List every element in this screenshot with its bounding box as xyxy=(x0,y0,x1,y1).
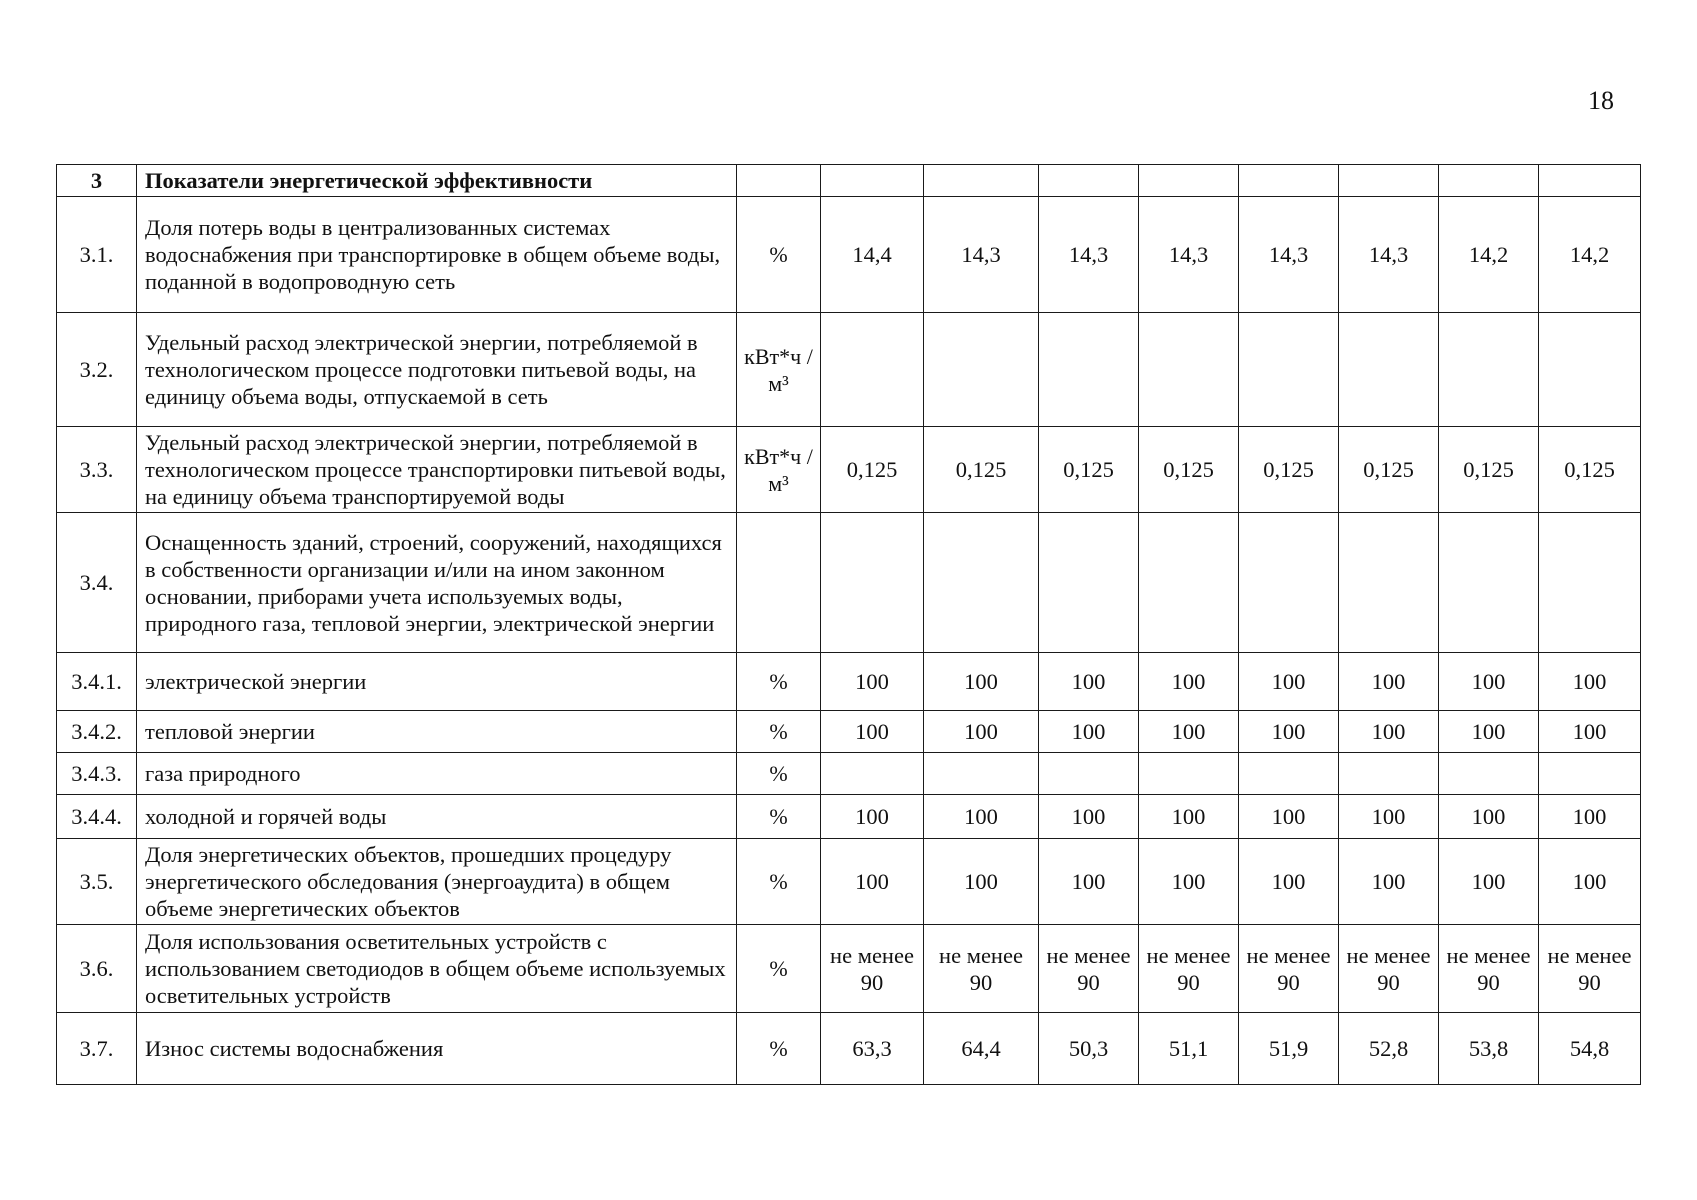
value-cell xyxy=(1039,313,1139,427)
row-unit: кВт*ч /м³ xyxy=(737,427,821,513)
value-cell: 100 xyxy=(1139,711,1239,753)
row-number: 3.4.2. xyxy=(57,711,137,753)
row-number: 3.4.3. xyxy=(57,753,137,795)
value-cell: 0,125 xyxy=(1239,427,1339,513)
table-row xyxy=(57,313,1641,427)
value-cell xyxy=(821,313,924,427)
row-number: 3.4. xyxy=(57,513,137,653)
row-unit: % xyxy=(737,795,821,839)
value-cell: 100 xyxy=(1039,795,1139,839)
value-cell xyxy=(821,513,924,653)
value-cell: 51,1 xyxy=(1139,1013,1239,1085)
value-cell xyxy=(821,753,924,795)
value-cell: 100 xyxy=(924,653,1039,711)
row-unit: % xyxy=(737,925,821,1013)
value-cell xyxy=(1139,313,1239,427)
value-cell xyxy=(924,313,1039,427)
row-description: холодной и горячей воды xyxy=(137,795,737,839)
value-cell: 14,3 xyxy=(1239,197,1339,313)
value-cell xyxy=(1339,753,1439,795)
row-number: 3.3. xyxy=(57,427,137,513)
value-cell: 0,125 xyxy=(821,427,924,513)
value-cell: 100 xyxy=(1539,653,1641,711)
row-number: 3.4.4. xyxy=(57,795,137,839)
empty-cell xyxy=(1239,165,1339,197)
value-cell: 64,4 xyxy=(924,1013,1039,1085)
value-cell: 100 xyxy=(821,711,924,753)
value-cell: 100 xyxy=(821,839,924,925)
value-cell: 0,125 xyxy=(1339,427,1439,513)
row-number: 3.2. xyxy=(57,313,137,427)
value-cell xyxy=(1539,313,1641,427)
value-cell: 100 xyxy=(924,711,1039,753)
row-description: Износ системы водоснабжения xyxy=(137,1013,737,1085)
value-cell: 14,3 xyxy=(924,197,1039,313)
value-cell: 100 xyxy=(1339,839,1439,925)
row-number: 3.5. xyxy=(57,839,137,925)
value-cell: 52,8 xyxy=(1339,1013,1439,1085)
value-cell: 0,125 xyxy=(924,427,1039,513)
value-cell: 100 xyxy=(1339,711,1439,753)
value-cell: 100 xyxy=(1139,795,1239,839)
row-unit: % xyxy=(737,753,821,795)
row-unit: кВт*ч /м³ xyxy=(737,313,821,427)
value-cell: 51,9 xyxy=(1239,1013,1339,1085)
row-description: Удельный расход электрической энергии, потребляемой в технологическом процессе подготовки питьевой воды, на единицу объема воды, отпускаемой в сеть xyxy=(137,313,737,427)
row-description: Оснащенность зданий, строений, сооружений, находящихся в собственности организации и/или на ином законном основании, приборами учета используемых воды, природного газа, тепловой энергии, электрической энергии xyxy=(137,513,737,653)
value-cell xyxy=(1539,513,1641,653)
value-cell: не менее 90 xyxy=(1339,925,1439,1013)
value-cell: не менее 90 xyxy=(924,925,1039,1013)
value-cell: 100 xyxy=(821,653,924,711)
value-cell: 100 xyxy=(1239,711,1339,753)
empty-cell xyxy=(1139,165,1239,197)
value-cell xyxy=(1139,753,1239,795)
value-cell xyxy=(1339,313,1439,427)
empty-cell xyxy=(821,165,924,197)
value-cell: 100 xyxy=(1039,653,1139,711)
value-cell: 100 xyxy=(1339,795,1439,839)
value-cell xyxy=(924,753,1039,795)
row-number: 3.6. xyxy=(57,925,137,1013)
empty-cell xyxy=(924,165,1039,197)
value-cell: 14,2 xyxy=(1539,197,1641,313)
row-description: газа природного xyxy=(137,753,737,795)
value-cell: 100 xyxy=(1439,653,1539,711)
value-cell: 100 xyxy=(1239,653,1339,711)
row-description: Доля использования осветительных устройств с использованием светодиодов в общем объеме используемых осветительных устройств xyxy=(137,925,737,1013)
row-unit: % xyxy=(737,711,821,753)
value-cell: 100 xyxy=(1439,711,1539,753)
row-description: Доля энергетических объектов, прошедших процедуру энергетического обследования (энергоаудита) в общем объеме энергетических объектов xyxy=(137,839,737,925)
value-cell: не менее 90 xyxy=(1539,925,1641,1013)
row-unit: % xyxy=(737,653,821,711)
value-cell xyxy=(1239,513,1339,653)
value-cell: 100 xyxy=(1039,839,1139,925)
table-row xyxy=(57,795,1641,839)
value-cell xyxy=(1139,513,1239,653)
row-description: электрической энергии xyxy=(137,653,737,711)
value-cell: не менее 90 xyxy=(1439,925,1539,1013)
page-number: 18 xyxy=(1588,86,1614,115)
value-cell xyxy=(1239,753,1339,795)
empty-cell xyxy=(1539,165,1641,197)
section-title: Показатели энергетической эффективности xyxy=(137,165,737,197)
row-unit: % xyxy=(737,839,821,925)
value-cell: 100 xyxy=(1439,839,1539,925)
row-description: тепловой энергии xyxy=(137,711,737,753)
value-cell: не менее 90 xyxy=(1239,925,1339,1013)
row-number: 3.1. xyxy=(57,197,137,313)
value-cell: не менее 90 xyxy=(1139,925,1239,1013)
value-cell xyxy=(1539,753,1641,795)
table-row xyxy=(57,925,1641,1013)
value-cell xyxy=(1439,513,1539,653)
value-cell xyxy=(1439,753,1539,795)
empty-cell xyxy=(1339,165,1439,197)
value-cell: 14,3 xyxy=(1339,197,1439,313)
table-row xyxy=(57,711,1641,753)
table-row xyxy=(57,839,1641,925)
efficiency-indicators-table xyxy=(56,164,1641,1085)
value-cell: 100 xyxy=(1139,653,1239,711)
value-cell: 14,2 xyxy=(1439,197,1539,313)
value-cell: 63,3 xyxy=(821,1013,924,1085)
value-cell: 14,4 xyxy=(821,197,924,313)
row-unit: % xyxy=(737,197,821,313)
value-cell: 100 xyxy=(1239,795,1339,839)
value-cell: 54,8 xyxy=(1539,1013,1641,1085)
table-row xyxy=(57,197,1641,313)
row-number: 3.7. xyxy=(57,1013,137,1085)
row-unit: % xyxy=(737,1013,821,1085)
table-row xyxy=(57,427,1641,513)
empty-cell xyxy=(1439,165,1539,197)
value-cell: 0,125 xyxy=(1439,427,1539,513)
value-cell: 100 xyxy=(1339,653,1439,711)
section-header-row xyxy=(57,165,1641,197)
value-cell xyxy=(1339,513,1439,653)
value-cell xyxy=(1439,313,1539,427)
value-cell: 50,3 xyxy=(1039,1013,1139,1085)
row-description: Доля потерь воды в централизованных системах водоснабжения при транспортировке в общем объеме воды, поданной в водопроводную сеть xyxy=(137,197,737,313)
table-row xyxy=(57,513,1641,653)
value-cell xyxy=(1039,513,1139,653)
table-row xyxy=(57,653,1641,711)
value-cell: 53,8 xyxy=(1439,1013,1539,1085)
section-number: 3 xyxy=(57,165,137,197)
value-cell: 100 xyxy=(1539,711,1641,753)
value-cell: 0,125 xyxy=(1039,427,1139,513)
row-description: Удельный расход электрической энергии, потребляемой в технологическом процессе транспортировки питьевой воды, на единицу объема транспортируемой воды xyxy=(137,427,737,513)
row-unit xyxy=(737,513,821,653)
value-cell: 100 xyxy=(1539,795,1641,839)
table-row xyxy=(57,1013,1641,1085)
empty-cell xyxy=(737,165,821,197)
value-cell: 100 xyxy=(1539,839,1641,925)
row-number: 3.4.1. xyxy=(57,653,137,711)
value-cell: 100 xyxy=(821,795,924,839)
value-cell: 100 xyxy=(1439,795,1539,839)
value-cell: 100 xyxy=(1239,839,1339,925)
value-cell: 100 xyxy=(1139,839,1239,925)
value-cell: 100 xyxy=(1039,711,1139,753)
table-row xyxy=(57,753,1641,795)
value-cell: 0,125 xyxy=(1539,427,1641,513)
value-cell xyxy=(1239,313,1339,427)
value-cell: 14,3 xyxy=(1039,197,1139,313)
empty-cell xyxy=(1039,165,1139,197)
value-cell: не менее 90 xyxy=(821,925,924,1013)
value-cell xyxy=(924,513,1039,653)
value-cell: 100 xyxy=(924,839,1039,925)
value-cell xyxy=(1039,753,1139,795)
value-cell: 100 xyxy=(924,795,1039,839)
value-cell: не менее 90 xyxy=(1039,925,1139,1013)
value-cell: 0,125 xyxy=(1139,427,1239,513)
value-cell: 14,3 xyxy=(1139,197,1239,313)
